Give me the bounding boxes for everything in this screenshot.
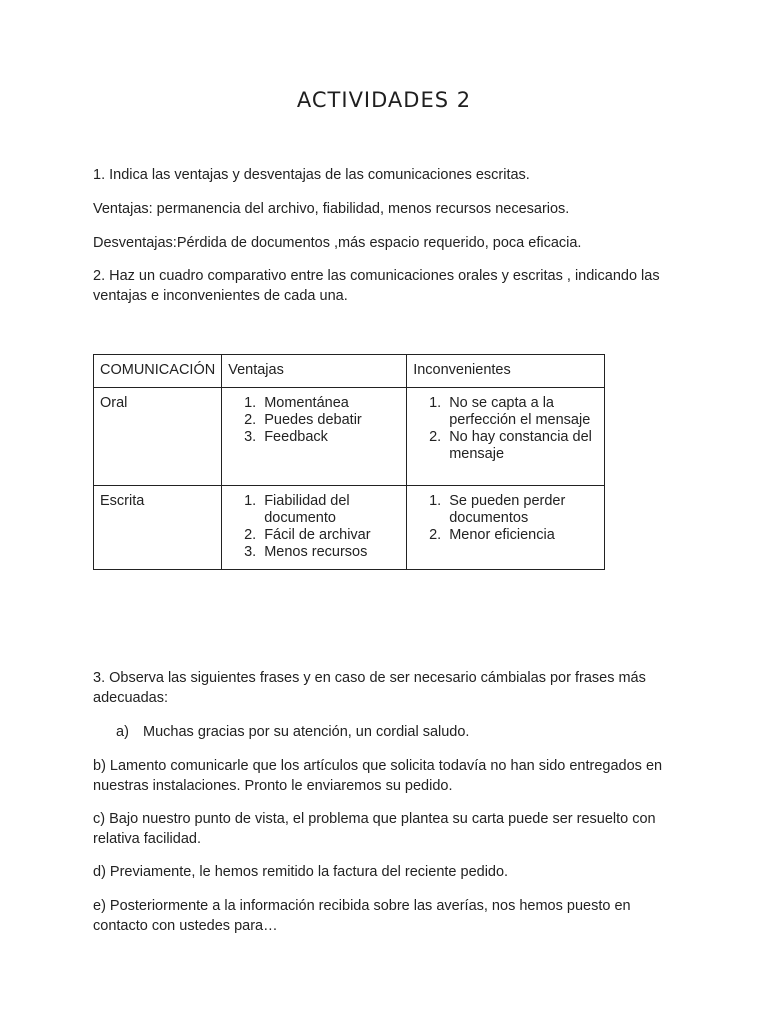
sentence-a — [116, 722, 469, 742]
list-item: 1. No se capta a la perfección el mensaje — [445, 395, 598, 429]
question-2: 2. Haz un cuadro comparativo entre las comunicaciones orales y escritas , indicando las ventajas e inconvenientes de cada una. — [93, 268, 660, 304]
table-row — [94, 388, 605, 486]
table-row — [94, 486, 605, 570]
list-item: 2. Puedes debatir — [260, 412, 400, 429]
sentence-c: c) Bajo nuestro punto de vista, el problema que plantea su carta puede ser resuelto con relativa facilidad. — [93, 811, 656, 847]
row-type: Escrita — [94, 486, 222, 570]
sentence-a-text: Muchas gracias por su atención, un cordial saludo. — [143, 724, 470, 740]
list-item: 2. Menor eficiencia — [445, 527, 598, 544]
question-3: 3. Observa las siguientes frases y en caso de ser necesario cámbialas por frases más adecuadas: — [93, 670, 646, 706]
list-item: 3. Menos recursos — [260, 544, 400, 561]
list-item: 3. Feedback — [260, 429, 400, 446]
header-comunicacion: COMUNICACIÓN — [94, 355, 222, 388]
desventajas-answer: Desventajas:Pérdida de documentos ,más espacio requerido, poca eficacia. — [93, 235, 582, 251]
list-item: 1. Se pueden perder documentos — [445, 493, 598, 527]
ventajas-cell — [222, 388, 407, 486]
list-item: 1. Momentánea — [260, 395, 400, 412]
list-item: 2. No hay constancia del mensaje — [445, 429, 598, 463]
ventajas-cell — [222, 486, 407, 570]
comparison-table — [93, 354, 605, 570]
page-title: ACTIVIDADES 2 — [296, 88, 472, 112]
list-item: 2. Fácil de archivar — [260, 527, 400, 544]
table-header-row — [94, 355, 605, 388]
header-inconvenientes: Inconvenientes — [407, 355, 605, 388]
sentence-a-label: a) — [116, 724, 129, 740]
inconvenientes-cell — [407, 388, 605, 486]
sentence-b: b) Lamento comunicarle que los artículos que solicita todavía no han sido entregados en nuestras instalaciones. Pronto le enviaremos su pedido. — [93, 758, 663, 794]
inconvenientes-cell — [407, 486, 605, 570]
sentence-e: e) Posteriormente a la información recibida sobre las averías, nos hemos puesto en contacto con ustedes para… — [93, 898, 631, 934]
row-type: Oral — [94, 388, 222, 486]
list-item: 1. Fiabilidad del documento — [260, 493, 400, 527]
ventajas-answer: Ventajas: permanencia del archivo, fiabilidad, menos recursos necesarios. — [93, 201, 570, 217]
header-ventajas: Ventajas — [222, 355, 407, 388]
question-1: 1. Indica las ventajas y desventajas de las comunicaciones escritas. — [93, 167, 530, 183]
sentence-d: d) Previamente, le hemos remitido la factura del reciente pedido. — [93, 864, 509, 880]
